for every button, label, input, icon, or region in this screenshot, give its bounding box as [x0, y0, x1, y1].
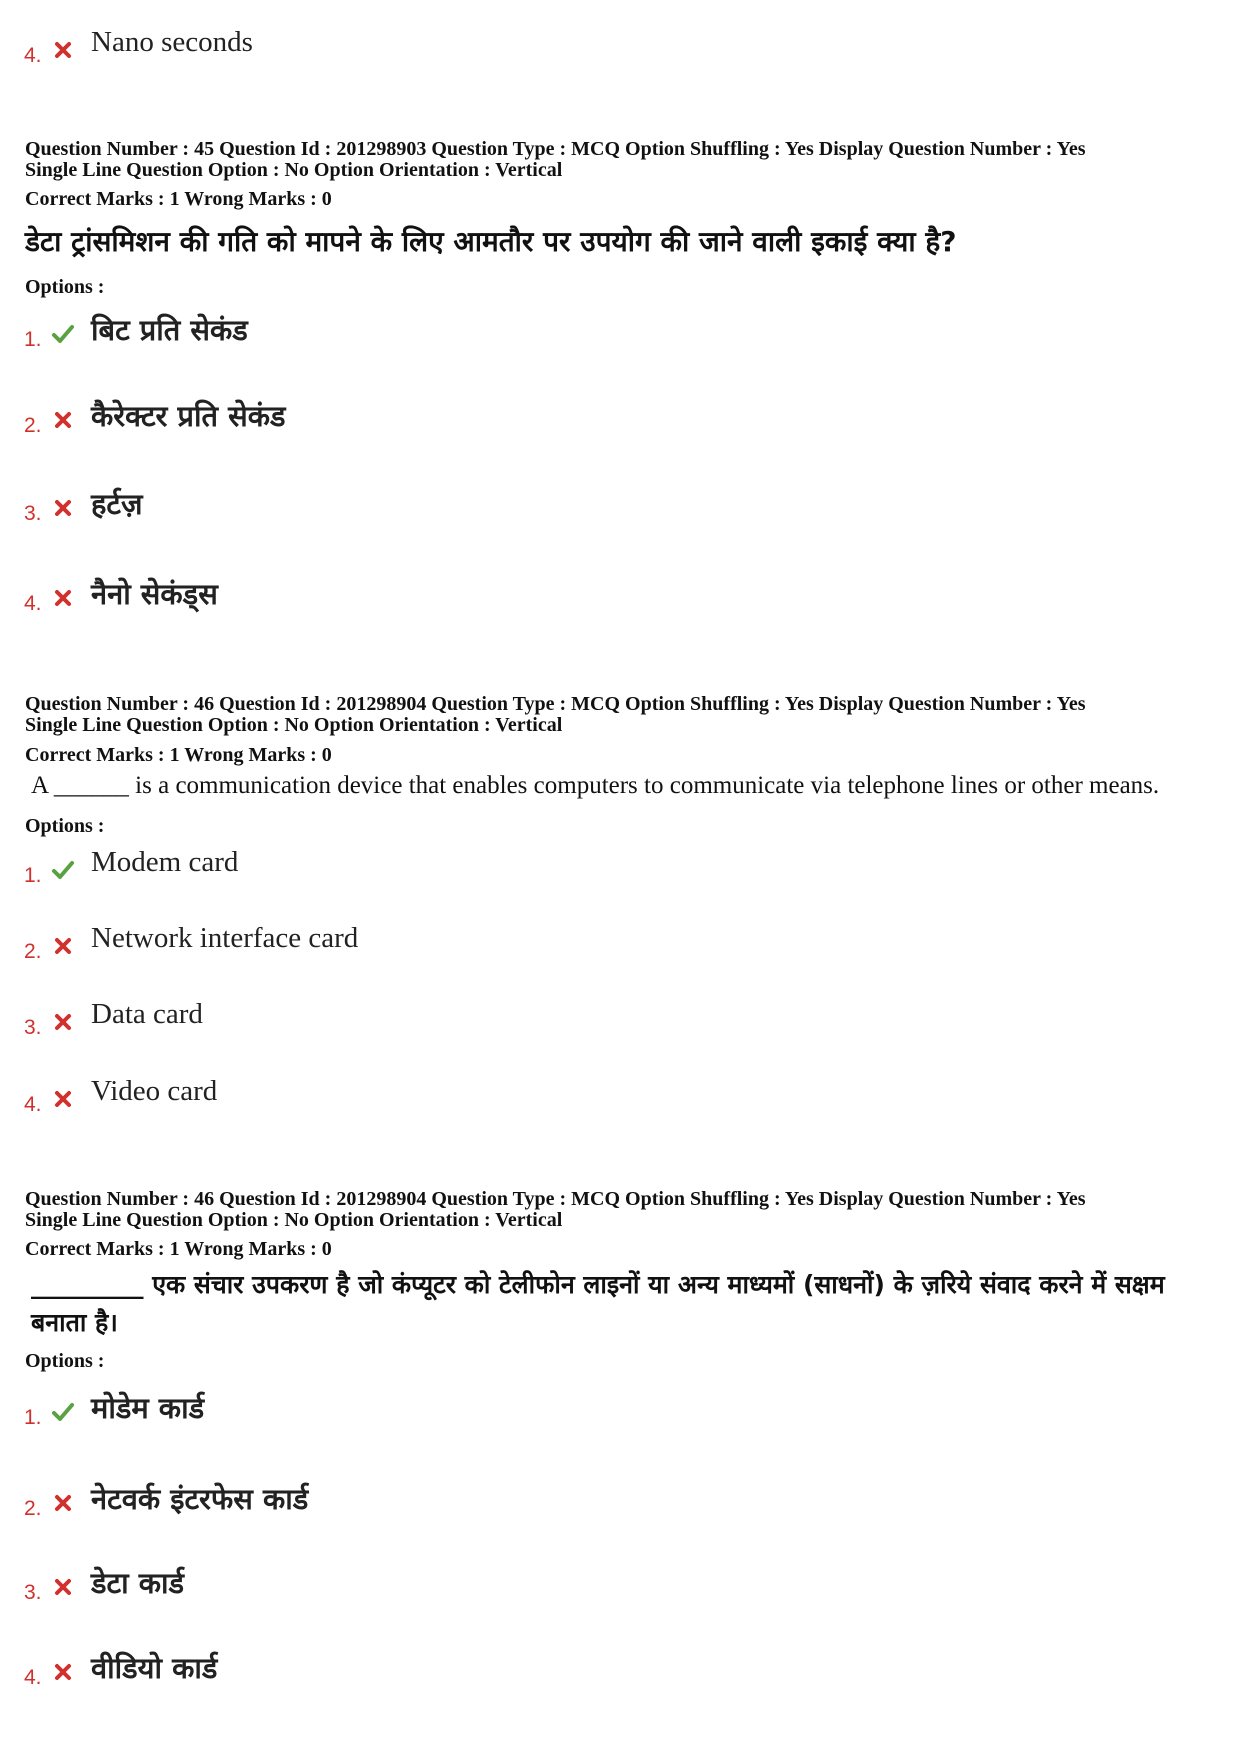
- question-meta-line2: Single Line Question Option : No Option Orientation : Vertical: [25, 1209, 563, 1231]
- check-icon: [51, 322, 75, 346]
- check-icon: [51, 858, 75, 882]
- question-text: A ______ is a communication device that enables computers to communicate via telephone lines or other means.: [31, 772, 1160, 799]
- option-number: 4.: [24, 44, 42, 67]
- option-number: 3.: [24, 502, 42, 525]
- option-number: 4.: [24, 592, 42, 615]
- question-marks: Correct Marks : 1 Wrong Marks : 0: [25, 744, 332, 766]
- cross-icon: [51, 1575, 75, 1599]
- option-number: 4.: [24, 1093, 42, 1116]
- cross-icon: [51, 1660, 75, 1684]
- option-text: डेटा कार्ड: [91, 1566, 185, 1600]
- option-number: 1.: [24, 328, 42, 351]
- question-meta-line1: Question Number : 46 Question Id : 201298904 Question Type : MCQ Option Shuffling : Yes Display Question Number : Yes: [25, 693, 1086, 715]
- question-text: _________ एक संचार उपकरण है जो कंप्यूटर को टेलीफोन लाइनों या अन्य माध्यमों (साधनों) के ज़रिये संवाद करने में सक्षम बनाता है।: [31, 1270, 1165, 1337]
- question-text: डेटा ट्रांसमिशन की गति को मापने के लिए आमतौर पर उपयोग की जाने वाली इकाई क्या है?: [25, 225, 957, 258]
- question-marks: Correct Marks : 1 Wrong Marks : 0: [25, 188, 332, 210]
- option-number: 2.: [24, 940, 42, 963]
- options-label: Options :: [25, 815, 105, 837]
- check-icon: [51, 1400, 75, 1424]
- option-number: 2.: [24, 414, 42, 437]
- option-text: वीडियो कार्ड: [91, 1651, 218, 1685]
- cross-icon: [51, 1491, 75, 1515]
- cross-icon: [51, 408, 75, 432]
- option-text: हर्टज़: [91, 487, 143, 521]
- option-number: 4.: [24, 1666, 42, 1689]
- cross-icon: [51, 496, 75, 520]
- cross-icon: [51, 934, 75, 958]
- cross-icon: [51, 1087, 75, 1111]
- option-number: 3.: [24, 1581, 42, 1604]
- option-number: 1.: [24, 864, 42, 887]
- option-text: नैनो सेकंड्स: [91, 577, 218, 611]
- option-number: 3.: [24, 1016, 42, 1039]
- cross-icon: [51, 586, 75, 610]
- option-text: कैरेक्टर प्रति सेकंड: [91, 399, 286, 433]
- question-meta-line1: Question Number : 46 Question Id : 201298904 Question Type : MCQ Option Shuffling : Yes Display Question Number : Yes: [25, 1188, 1086, 1210]
- option-text: Video card: [91, 1075, 218, 1107]
- question-meta-line2: Single Line Question Option : No Option Orientation : Vertical: [25, 714, 563, 736]
- options-label: Options :: [25, 1350, 105, 1372]
- question-meta-line2: Single Line Question Option : No Option Orientation : Vertical: [25, 159, 563, 181]
- option-text: Nano seconds: [91, 26, 253, 58]
- question-meta-line1: Question Number : 45 Question Id : 201298903 Question Type : MCQ Option Shuffling : Yes Display Question Number : Yes: [25, 138, 1086, 160]
- option-text: मोडेम कार्ड: [91, 1391, 205, 1425]
- option-text: नेटवर्क इंटरफेस कार्ड: [91, 1482, 309, 1516]
- option-number: 2.: [24, 1497, 42, 1520]
- option-number: 1.: [24, 1406, 42, 1429]
- cross-icon: [51, 1010, 75, 1034]
- option-text: Data card: [91, 998, 203, 1030]
- question-marks: Correct Marks : 1 Wrong Marks : 0: [25, 1238, 332, 1260]
- cross-icon: [51, 38, 75, 62]
- option-text: बिट प्रति सेकंड: [91, 313, 248, 347]
- option-text: Network interface card: [91, 922, 359, 954]
- options-label: Options :: [25, 276, 105, 298]
- option-text: Modem card: [91, 846, 239, 878]
